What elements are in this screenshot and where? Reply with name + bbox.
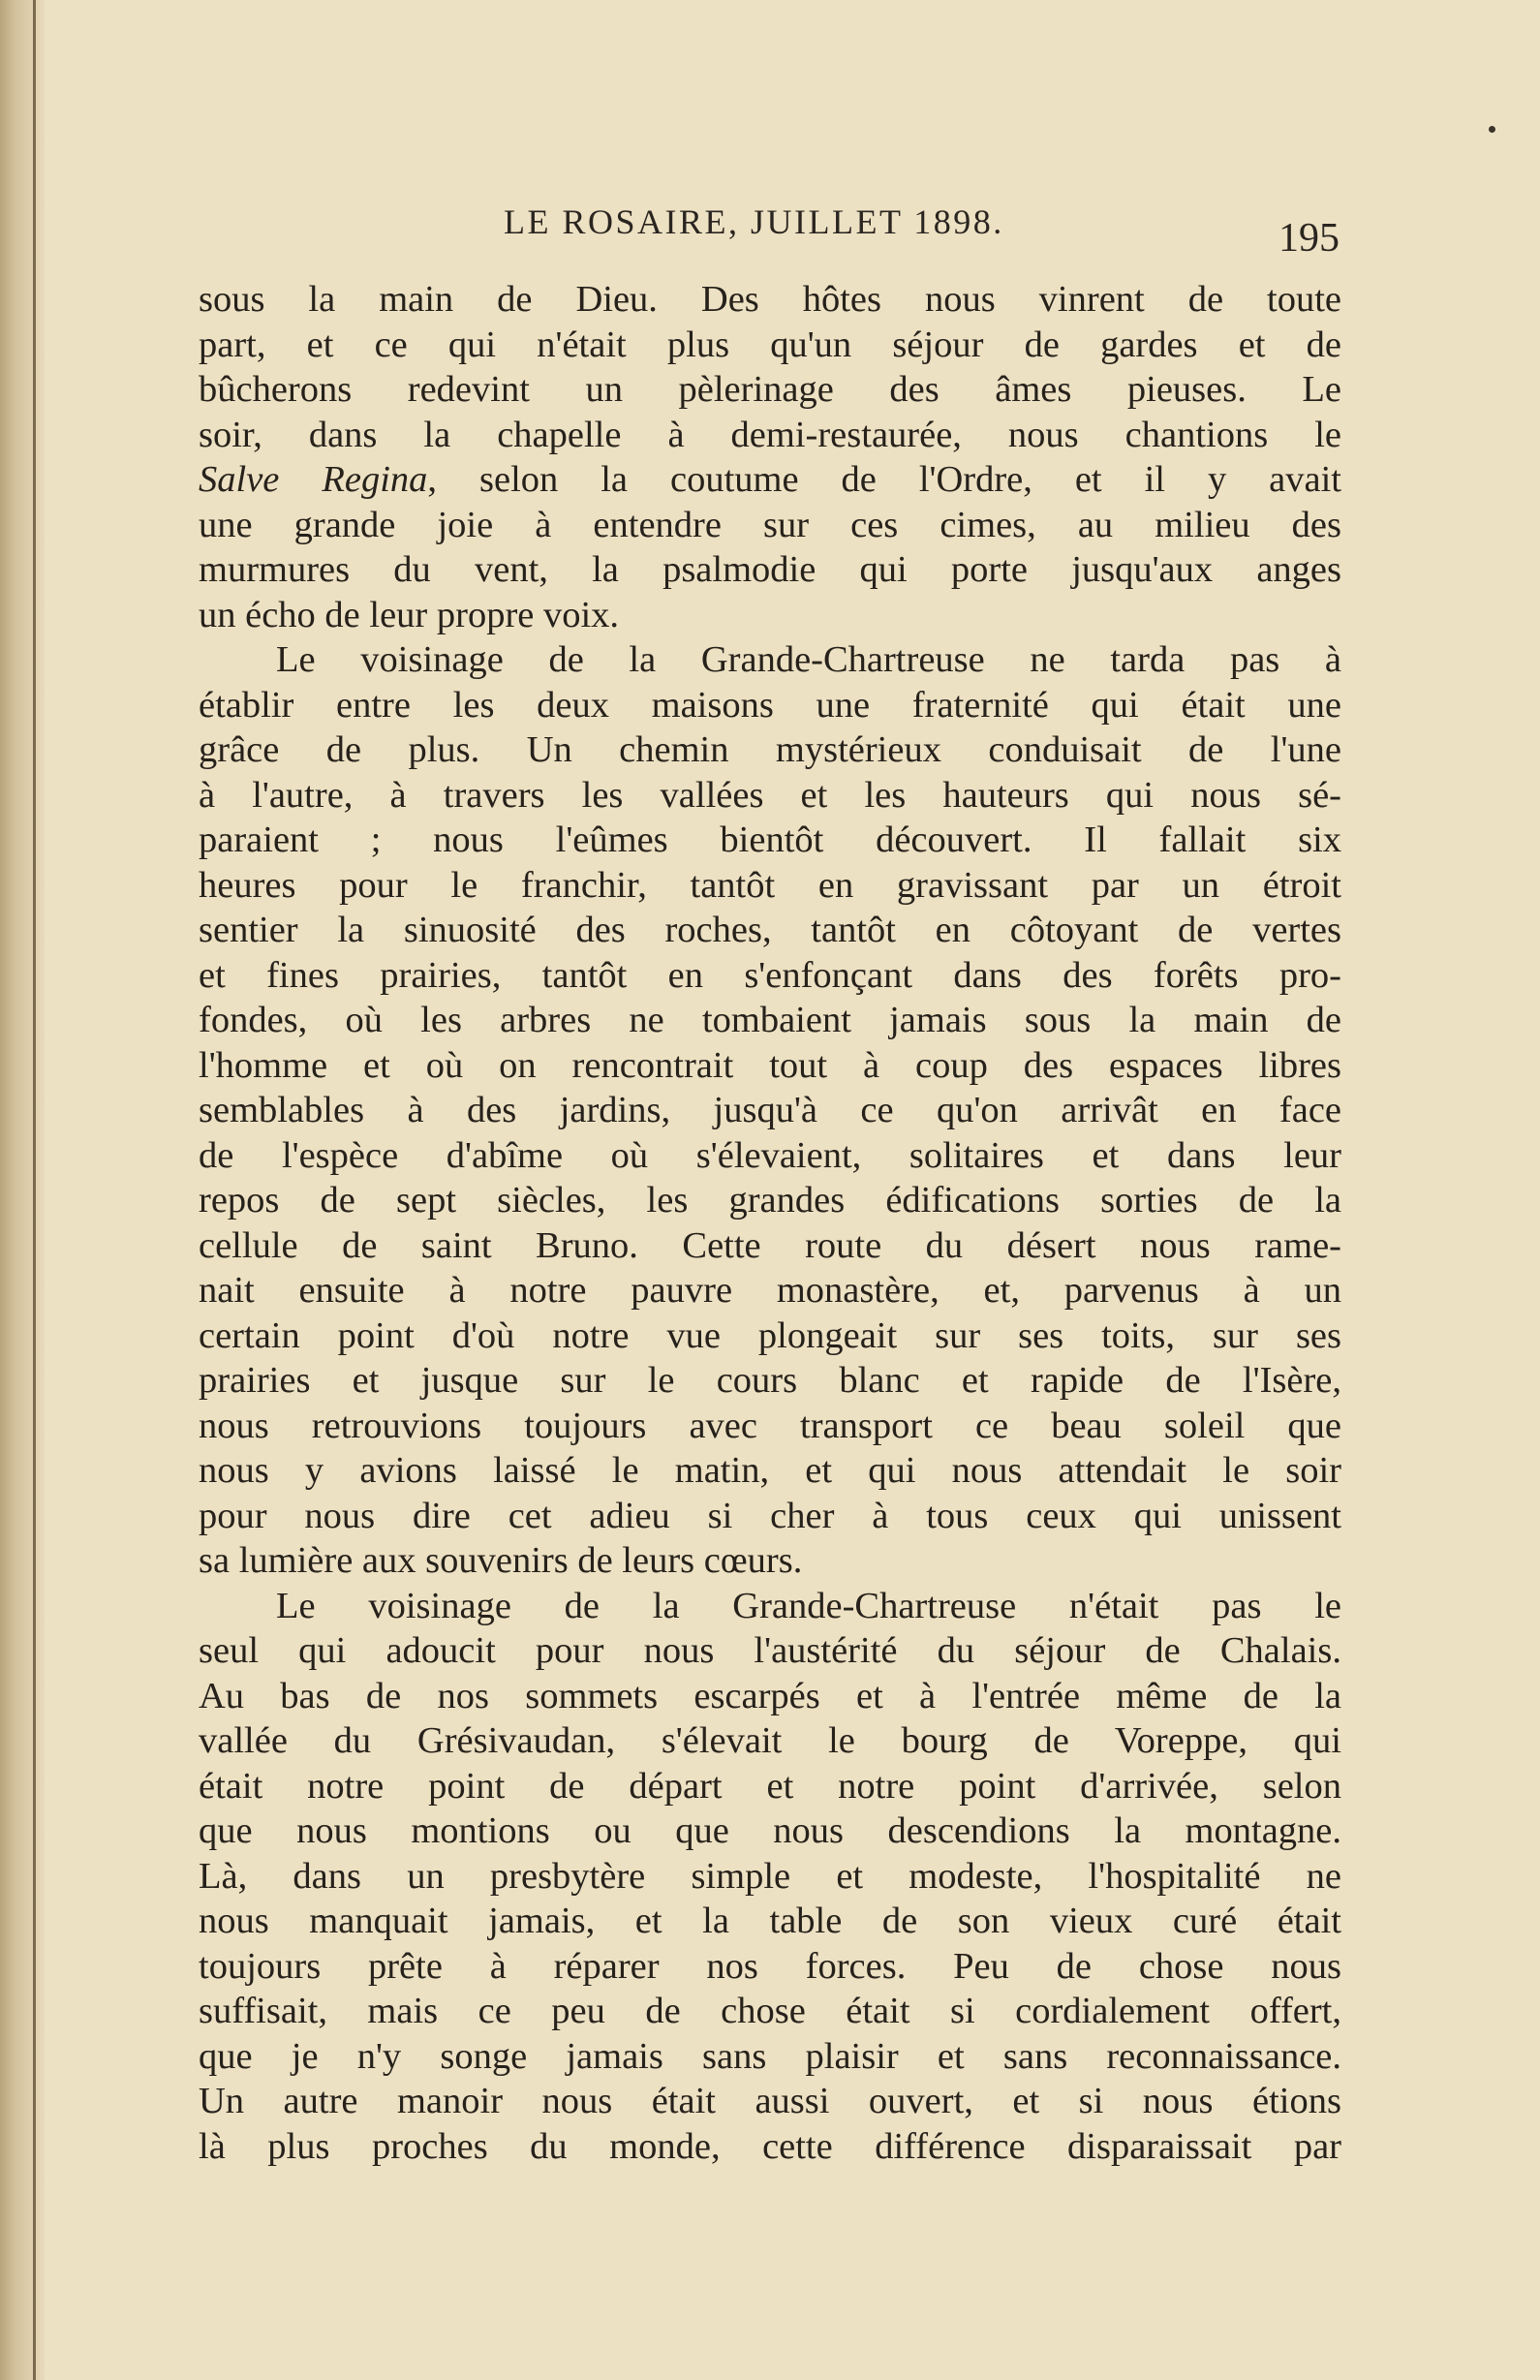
text-line: nous manquait jamais, et la table de son vieux curé était	[199, 1901, 1341, 1941]
text-line: Le voisinage de la Grande-Chartreuse n'était pas le	[276, 1585, 1341, 1626]
text-line: sa lumière aux souvenirs de leurs cœurs.	[199, 1540, 803, 1581]
page-number: 195	[1278, 216, 1340, 261]
text-line: Un autre manoir nous était aussi ouvert, et si nous étions	[199, 2081, 1341, 2121]
text-line: Au bas de nos sommets escarpés et à l'entrée même de la	[199, 1675, 1341, 1716]
text-line: pour nous dire cet adieu si cher à tous ceux qui unissent	[199, 1495, 1341, 1536]
paragraph-3	[199, 1584, 1341, 2170]
running-title: LE ROSAIRE, JUILLET 1898.	[504, 202, 1004, 241]
text-line: cellule de saint Bruno. Cette route du désert nous rame-	[199, 1224, 1341, 1266]
text-line: de l'espèce d'abîme où s'élevaient, solitaires et dans leur	[199, 1134, 1341, 1176]
text-line: soir, dans la chapelle à demi-restaurée, nous chantions le	[199, 414, 1341, 455]
text-line: que je n'y songe jamais sans plaisir et sans reconnaissance.	[199, 2035, 1341, 2077]
text-line: sous la main de Dieu. Des hôtes nous vinrent de toute	[199, 279, 1341, 320]
paragraph-1	[199, 277, 1341, 637]
text-line: un écho de leur propre voix.	[199, 594, 620, 635]
text-line: établir entre les deux maisons une fraternité qui était une	[199, 684, 1341, 726]
text-line: suffisait, mais ce peu de chose était si cordialement offert,	[199, 1991, 1341, 2031]
text-line: paraient ; nous l'eûmes bientôt découvert. Il fallait six	[199, 819, 1341, 860]
italic-title: Salve Regina	[199, 459, 428, 500]
text-line: l'homme et où on rencontrait tout à coup des espaces libres	[199, 1044, 1341, 1086]
text-line: nous y avions laissé le matin, et qui nous attendait le soir	[199, 1450, 1341, 1491]
text-line: part, et ce qui n'était plus qu'un séjour de gardes et de	[199, 324, 1341, 365]
binding-gutter-shadow	[0, 0, 45, 2380]
text-line: nous retrouvions toujours avec transport ce beau soleil que	[199, 1405, 1341, 1446]
text-line: vallée du Grésivaudan, s'élevait le bourg de Voreppe, qui	[199, 1720, 1341, 1761]
text-line: repos de sept siècles, les grandes édifications sorties de la	[199, 1180, 1341, 1221]
text-line: grâce de plus. Un chemin mystérieux conduisait de l'une	[199, 729, 1341, 770]
text-line: heures pour le franchir, tantôt en gravissant par un étroit	[199, 864, 1341, 906]
binding-gutter-edge	[33, 0, 36, 2380]
running-head	[194, 194, 1356, 262]
text-line: fondes, où les arbres ne tombaient jamais sous la main de	[199, 1000, 1341, 1040]
text-line: à l'autre, à travers les vallées et les hauteurs qui nous sé-	[199, 774, 1341, 816]
text-line: murmures du vent, la psalmodie qui porte jusqu'aux anges	[199, 549, 1341, 590]
paper-speck	[1489, 126, 1495, 133]
text-line: sentier la sinuosité des roches, tantôt en côtoyant de vertes	[199, 910, 1341, 950]
text-line: là plus proches du monde, cette différence disparaissait par	[199, 2125, 1341, 2167]
text-line: que nous montions ou que nous descendions la montagne.	[199, 1810, 1341, 1851]
body-text	[199, 277, 1341, 2169]
text-line: semblables à des jardins, jusqu'à ce qu'on arrivât en face	[199, 1090, 1341, 1130]
text-line: certain point d'où notre vue plongeait sur ses toits, sur ses	[199, 1314, 1341, 1356]
text-line: était notre point de départ et notre point d'arrivée, selon	[199, 1765, 1341, 1807]
text-line: une grande joie à entendre sur ces cimes, au milieu des	[199, 504, 1341, 545]
text-line: bûcherons redevint un pèlerinage des âmes pieuses. Le	[199, 369, 1341, 410]
text-line: Là, dans un presbytère simple et modeste, l'hospitalité ne	[199, 1855, 1341, 1897]
text-line: et fines prairies, tantôt en s'enfonçant dans des forêts pro-	[199, 954, 1341, 996]
text-line: seul qui adoucit pour nous l'austérité du séjour de Chalais.	[199, 1630, 1341, 1671]
text-line: Salve Regina, selon la coutume de l'Ordre, et il y avait	[199, 459, 1341, 500]
text-line: nait ensuite à notre pauvre monastère, et, parvenus à un	[199, 1270, 1341, 1311]
text-line: toujours prête à réparer nos forces. Peu de chose nous	[199, 1945, 1341, 1987]
paragraph-2	[199, 637, 1341, 1584]
text-line: prairies et jusque sur le cours blanc et rapide de l'Isère,	[199, 1360, 1341, 1401]
text-line: Le voisinage de la Grande-Chartreuse ne tarda pas à	[276, 639, 1341, 680]
